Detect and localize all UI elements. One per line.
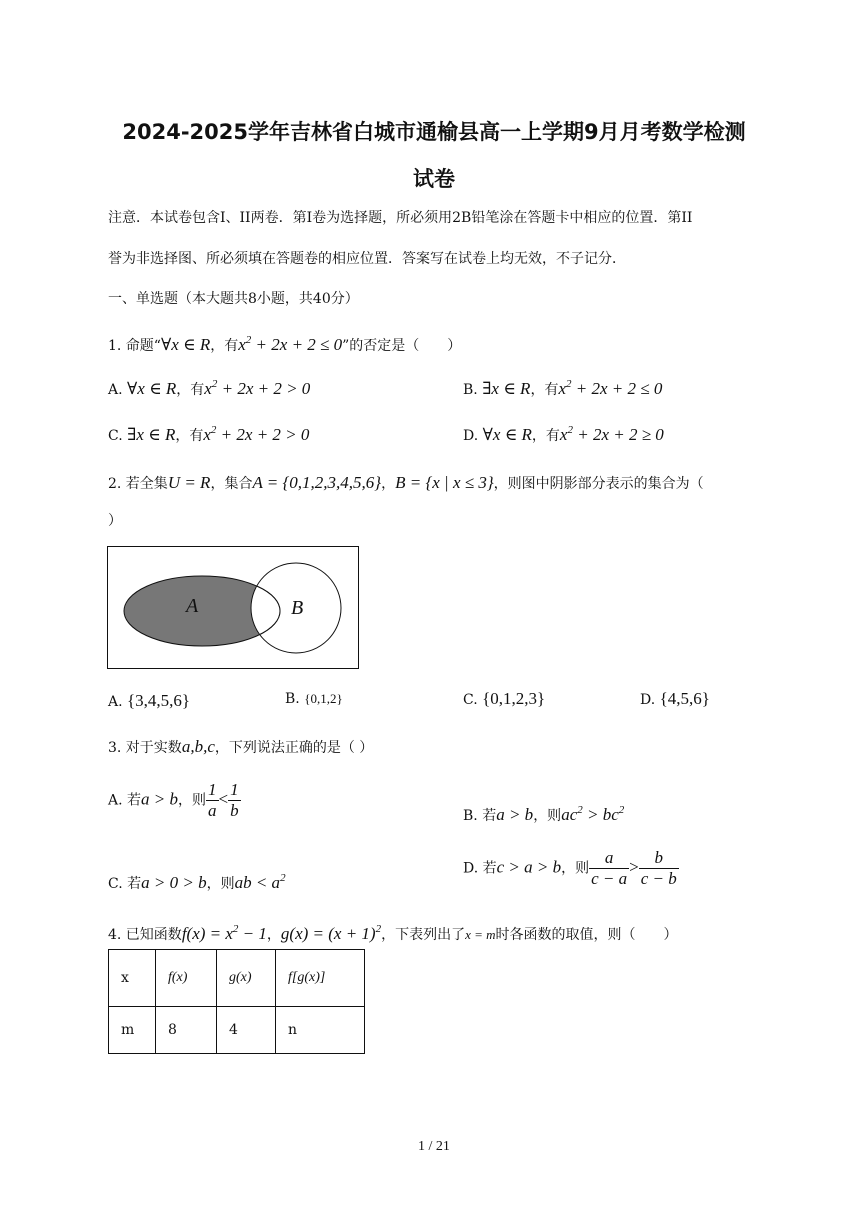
q2-option-d[interactable]: D. {4,5,6} bbox=[640, 689, 710, 708]
question-1-stem: 1. 命题“∀x ∈ R，有$x^2 + 2x + 2 \le 0$”的否定是（ ） bbox=[108, 334, 462, 354]
page-number: 1 / 21 bbox=[418, 1139, 450, 1154]
venn-label-a: A bbox=[186, 595, 199, 617]
table-header-cell: x bbox=[109, 950, 156, 1007]
question-4-stem: 4. 已知函数$f(x) = x^2 - 1$，$g(x) = (x + 1)^2$，下表列出了x = m时各函数的取值，则（ ） bbox=[108, 923, 678, 943]
q3-option-c[interactable]: C. 若a > 0 > b，则ab < $a^2$ bbox=[108, 872, 286, 892]
q2-option-a[interactable]: A. {3,4,5,6} bbox=[108, 691, 191, 710]
question-2-stem-cont: ） bbox=[108, 513, 122, 529]
q2-option-c[interactable]: C. {0,1,2,3} bbox=[463, 689, 546, 708]
q1-option-d[interactable]: D. ∀x ∈ R，有$x^2 + 2x + 2 \ge 0$ bbox=[463, 424, 664, 444]
table-cell: n bbox=[276, 1007, 365, 1054]
table-header-cell: g(x) bbox=[217, 950, 276, 1007]
venn-diagram bbox=[107, 546, 360, 670]
q3-option-a[interactable]: A. 若a > b，则 $\frac{1}{a}$ < $\frac{1}{b}$ bbox=[108, 780, 239, 820]
notice-line2: 誉为非选择图、所必须填在答题卷的相应位置．答案写在试卷上均无效，不子记分． bbox=[108, 251, 626, 267]
table-cell: m bbox=[109, 1007, 156, 1054]
q1-option-a[interactable]: A. ∀x ∈ R，有$x^2 + 2x + 2 > 0$ bbox=[108, 378, 311, 398]
question-2-stem: 2. 若全集U = R，集合A = {0,1,2,3,4,5,6}，B = {x | x ≤ 3}，则图中阴影部分表示的集合为（ bbox=[108, 473, 704, 492]
page-title: 2024-2025学年吉林省白城市通榆县高一上学期9月月考数学检测 bbox=[122, 120, 746, 144]
question-3-stem: 3. 对于实数a,b,c，下列说法正确的是（ ） bbox=[108, 737, 374, 756]
page-title-line2: 试卷 bbox=[413, 167, 455, 191]
section-header: 一、单选题（本大题共8小题，共40分） bbox=[108, 291, 359, 307]
q3-option-b[interactable]: B. 若a > b，则$ac^2 > bc^2$ bbox=[463, 804, 625, 824]
q2-option-b[interactable]: B. {0,1,2} bbox=[285, 691, 343, 707]
venn-label-b: B bbox=[291, 597, 304, 619]
q1-option-b[interactable]: B. ∃x ∈ R，有$x^2 + 2x + 2 \le 0$ bbox=[463, 378, 663, 398]
table-cell: 8 bbox=[156, 1007, 217, 1054]
table-header-row bbox=[109, 950, 365, 1007]
table-cell: 4 bbox=[217, 1007, 276, 1054]
table-header-cell: f(x) bbox=[156, 950, 217, 1007]
q1-option-c[interactable]: C. ∃x ∈ R，有$x^2 + 2x + 2 > 0$ bbox=[108, 424, 310, 444]
q3-option-d[interactable]: D. 若c > a > b，则 $\frac{a}{c - a}$ > $\frac{b}{c - b}$ bbox=[463, 848, 677, 888]
notice-line1: 注意．本试卷包含I、II两卷．第I卷为选择题，所必须用2B铅笔涂在答题卡中相应的位置．第II bbox=[108, 210, 693, 226]
table-header-cell: f[g(x)] bbox=[276, 950, 365, 1007]
function-value-table bbox=[108, 949, 365, 1054]
table-row bbox=[109, 1007, 365, 1054]
